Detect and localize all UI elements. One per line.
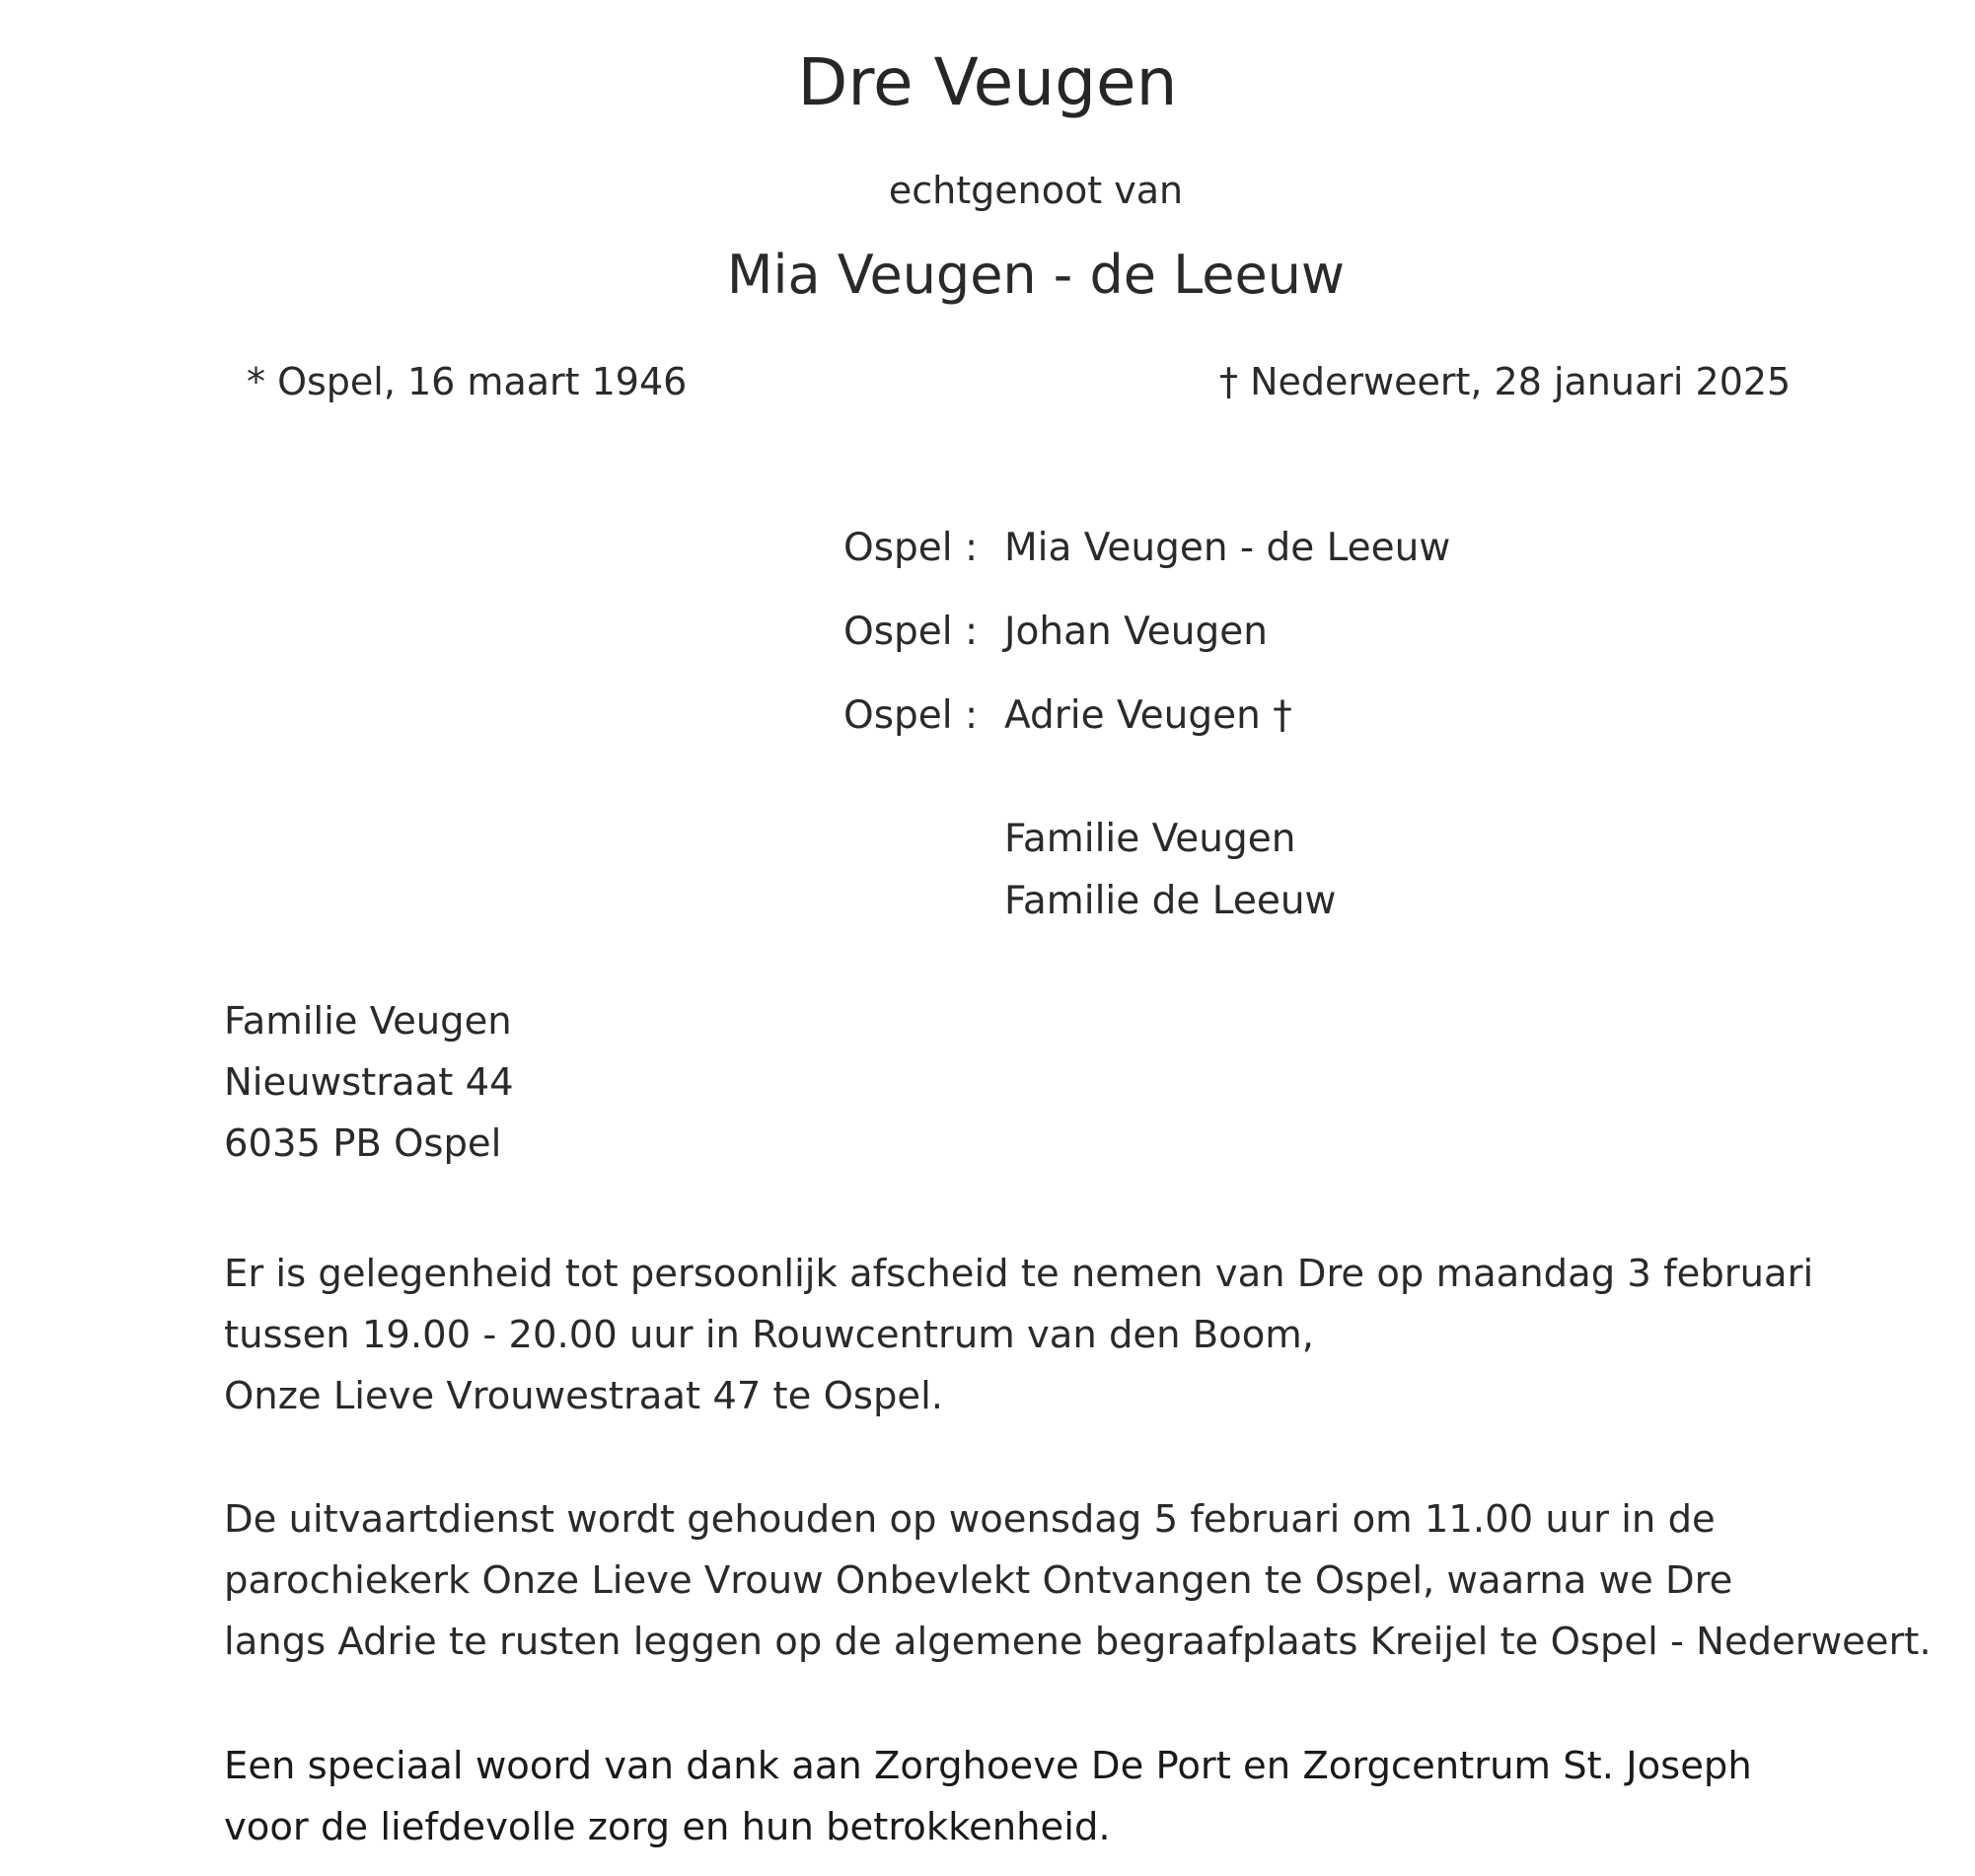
address-block bbox=[224, 991, 514, 1175]
deceased-name: Dre Veugen bbox=[797, 44, 1178, 120]
farewell-paragraph bbox=[224, 1244, 1813, 1427]
service-line: De uitvaartdienst wordt gehouden op woensdag 5 februari om 11.00 uur in de bbox=[224, 1497, 1716, 1542]
thanks-line: voor de liefdevolle zorg en hun betrokkenheid. bbox=[224, 1805, 1111, 1849]
family-name: Familie Veugen bbox=[1004, 817, 1296, 861]
relative-row bbox=[0, 607, 1975, 658]
address-line: 6035 PB Ospel bbox=[224, 1121, 502, 1166]
relative-name: Mia Veugen - de Leeuw bbox=[1004, 526, 1451, 570]
relative-name: Adrie Veugen † bbox=[1004, 693, 1292, 738]
service-line: parochiekerk Onze Lieve Vrouw Onbevlekt Ontvangen te Ospel, waarna we Dre bbox=[224, 1558, 1733, 1603]
service-paragraph bbox=[224, 1489, 1932, 1673]
farewell-line: tussen 19.00 - 20.00 uur in Rouwcentrum van den Boom, bbox=[224, 1313, 1315, 1357]
relative-place: Ospel : bbox=[843, 526, 979, 570]
spouse-name: Mia Veugen - de Leeuw bbox=[726, 244, 1346, 306]
death-date: † Nederweert, 28 januari 2025 bbox=[1219, 360, 1792, 403]
service-line: langs Adrie te rusten leggen op de algemene begraafplaats Kreijel te Ospel - Nederweert. bbox=[224, 1620, 1932, 1664]
relative-row bbox=[0, 690, 1975, 742]
relative-place: Ospel : bbox=[843, 610, 979, 654]
address-line: Nieuwstraat 44 bbox=[224, 1060, 514, 1105]
family-name: Familie de Leeuw bbox=[1004, 879, 1337, 923]
thanks-paragraph bbox=[224, 1736, 1752, 1858]
relative-row bbox=[0, 523, 1975, 574]
relative-name: Johan Veugen bbox=[1004, 610, 1268, 654]
birth-date: * Ospel, 16 maart 1946 bbox=[247, 360, 688, 403]
farewell-line: Onze Lieve Vrouwestraat 47 te Ospel. bbox=[224, 1374, 943, 1418]
relative-place: Ospel : bbox=[843, 693, 979, 738]
address-line: Familie Veugen bbox=[224, 999, 512, 1044]
thanks-line: Een speciaal woord van dank aan Zorghoeve De Port en Zorgcentrum St. Joseph bbox=[224, 1744, 1752, 1788]
farewell-line: Er is gelegenheid tot persoonlijk afscheid te nemen van Dre op maandag 3 februari bbox=[224, 1252, 1814, 1296]
relation-text: echtgenoot van bbox=[888, 169, 1184, 212]
